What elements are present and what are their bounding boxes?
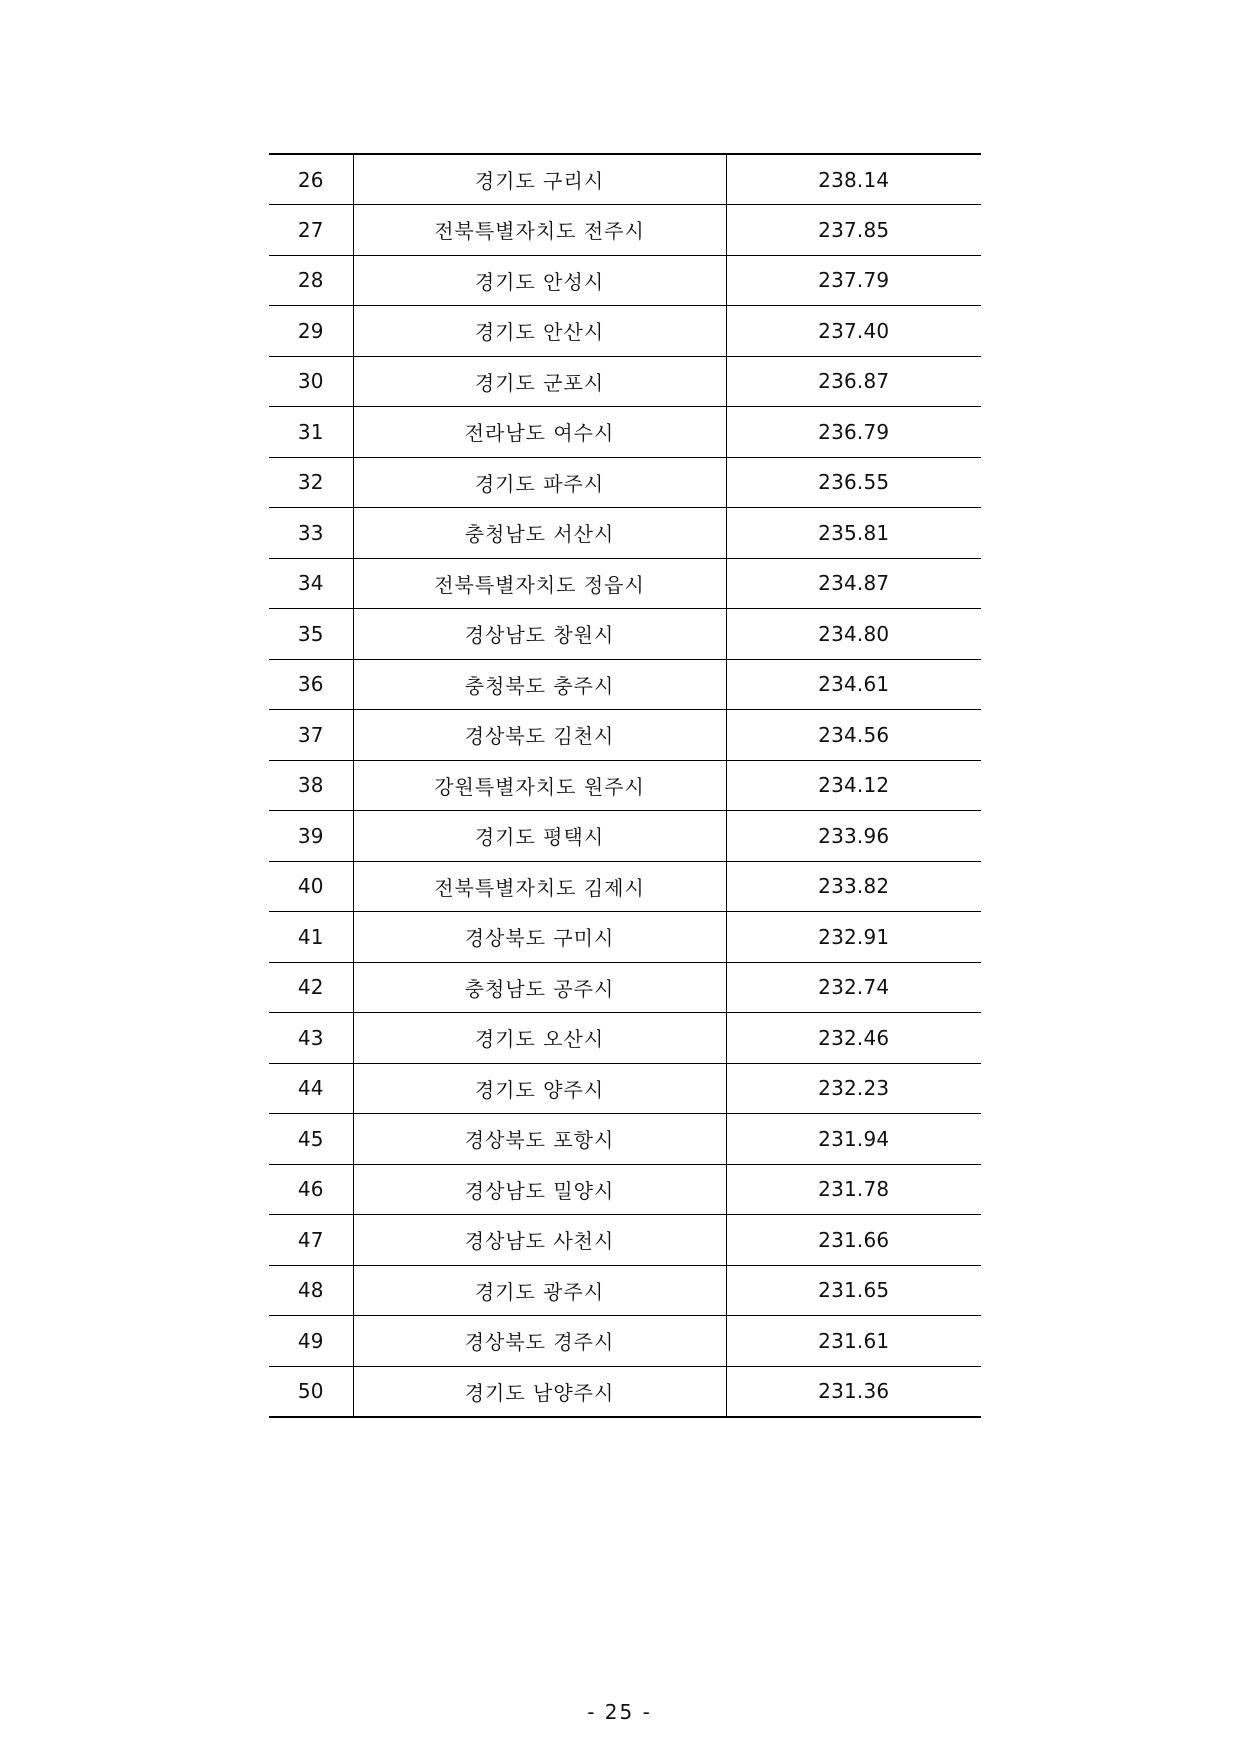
rank-cell: 50 xyxy=(269,1366,353,1417)
table-row xyxy=(269,255,981,306)
region-cell: 충청남도 서산시 xyxy=(353,508,726,559)
value-cell: 233.96 xyxy=(726,811,981,862)
rank-cell: 28 xyxy=(269,255,353,306)
region-cell: 충청남도 공주시 xyxy=(353,962,726,1013)
table-row xyxy=(269,457,981,508)
region-cell: 충청북도 충주시 xyxy=(353,659,726,710)
region-cell: 강원특별자치도 원주시 xyxy=(353,760,726,811)
rank-cell: 46 xyxy=(269,1164,353,1215)
value-cell: 232.46 xyxy=(726,1013,981,1064)
region-cell: 경기도 광주시 xyxy=(353,1265,726,1316)
value-cell: 234.87 xyxy=(726,558,981,609)
rank-cell: 36 xyxy=(269,659,353,710)
value-cell: 231.36 xyxy=(726,1366,981,1417)
value-cell: 234.80 xyxy=(726,609,981,660)
rank-cell: 30 xyxy=(269,356,353,407)
table-row xyxy=(269,1215,981,1266)
value-cell: 232.74 xyxy=(726,962,981,1013)
value-cell: 237.85 xyxy=(726,205,981,256)
table-row xyxy=(269,912,981,963)
region-cell: 경기도 구리시 xyxy=(353,154,726,205)
region-cell: 전북특별자치도 정읍시 xyxy=(353,558,726,609)
rank-cell: 48 xyxy=(269,1265,353,1316)
value-cell: 237.79 xyxy=(726,255,981,306)
table-row xyxy=(269,609,981,660)
table-row xyxy=(269,659,981,710)
region-cell: 경상북도 김천시 xyxy=(353,710,726,761)
value-cell: 236.87 xyxy=(726,356,981,407)
region-cell: 경기도 안산시 xyxy=(353,306,726,357)
table-row xyxy=(269,205,981,256)
value-cell: 236.55 xyxy=(726,457,981,508)
table-row xyxy=(269,1114,981,1165)
table-row xyxy=(269,407,981,458)
region-cell: 경기도 안성시 xyxy=(353,255,726,306)
region-cell: 경상북도 포항시 xyxy=(353,1114,726,1165)
value-cell: 237.40 xyxy=(726,306,981,357)
rank-cell: 39 xyxy=(269,811,353,862)
region-cell: 전북특별자치도 김제시 xyxy=(353,861,726,912)
table-row xyxy=(269,710,981,761)
page-number: - 25 - xyxy=(587,1700,652,1724)
table-row xyxy=(269,1366,981,1417)
value-cell: 231.65 xyxy=(726,1265,981,1316)
value-cell: 236.79 xyxy=(726,407,981,458)
table-row xyxy=(269,1316,981,1367)
rank-cell: 31 xyxy=(269,407,353,458)
region-cell: 경상남도 창원시 xyxy=(353,609,726,660)
table-row xyxy=(269,306,981,357)
rank-cell: 27 xyxy=(269,205,353,256)
region-cell: 경기도 양주시 xyxy=(353,1063,726,1114)
rank-cell: 35 xyxy=(269,609,353,660)
region-cell: 경기도 군포시 xyxy=(353,356,726,407)
value-cell: 231.94 xyxy=(726,1114,981,1165)
table-row xyxy=(269,1013,981,1064)
rank-cell: 33 xyxy=(269,508,353,559)
value-cell: 231.66 xyxy=(726,1215,981,1266)
rank-cell: 42 xyxy=(269,962,353,1013)
rank-cell: 26 xyxy=(269,154,353,205)
ranking-table xyxy=(269,153,981,1418)
ranking-table-container xyxy=(269,153,981,1418)
region-cell: 전북특별자치도 전주시 xyxy=(353,205,726,256)
rank-cell: 29 xyxy=(269,306,353,357)
rank-cell: 34 xyxy=(269,558,353,609)
ranking-table-body xyxy=(269,154,981,1417)
value-cell: 234.12 xyxy=(726,760,981,811)
region-cell: 경상북도 경주시 xyxy=(353,1316,726,1367)
rank-cell: 45 xyxy=(269,1114,353,1165)
value-cell: 231.61 xyxy=(726,1316,981,1367)
rank-cell: 47 xyxy=(269,1215,353,1266)
rank-cell: 37 xyxy=(269,710,353,761)
rank-cell: 38 xyxy=(269,760,353,811)
table-row xyxy=(269,558,981,609)
value-cell: 238.14 xyxy=(726,154,981,205)
table-row xyxy=(269,861,981,912)
rank-cell: 40 xyxy=(269,861,353,912)
table-row xyxy=(269,356,981,407)
region-cell: 경기도 파주시 xyxy=(353,457,726,508)
region-cell: 경기도 오산시 xyxy=(353,1013,726,1064)
value-cell: 233.82 xyxy=(726,861,981,912)
table-row xyxy=(269,760,981,811)
value-cell: 234.56 xyxy=(726,710,981,761)
value-cell: 231.78 xyxy=(726,1164,981,1215)
region-cell: 경상남도 사천시 xyxy=(353,1215,726,1266)
table-row xyxy=(269,154,981,205)
region-cell: 전라남도 여수시 xyxy=(353,407,726,458)
table-row xyxy=(269,508,981,559)
table-row xyxy=(269,1063,981,1114)
table-row xyxy=(269,1265,981,1316)
table-row xyxy=(269,811,981,862)
value-cell: 232.91 xyxy=(726,912,981,963)
value-cell: 232.23 xyxy=(726,1063,981,1114)
rank-cell: 41 xyxy=(269,912,353,963)
rank-cell: 44 xyxy=(269,1063,353,1114)
region-cell: 경상북도 구미시 xyxy=(353,912,726,963)
table-row xyxy=(269,1164,981,1215)
value-cell: 234.61 xyxy=(726,659,981,710)
rank-cell: 43 xyxy=(269,1013,353,1064)
table-row xyxy=(269,962,981,1013)
region-cell: 경기도 평택시 xyxy=(353,811,726,862)
region-cell: 경기도 남양주시 xyxy=(353,1366,726,1417)
region-cell: 경상남도 밀양시 xyxy=(353,1164,726,1215)
value-cell: 235.81 xyxy=(726,508,981,559)
rank-cell: 32 xyxy=(269,457,353,508)
rank-cell: 49 xyxy=(269,1316,353,1367)
